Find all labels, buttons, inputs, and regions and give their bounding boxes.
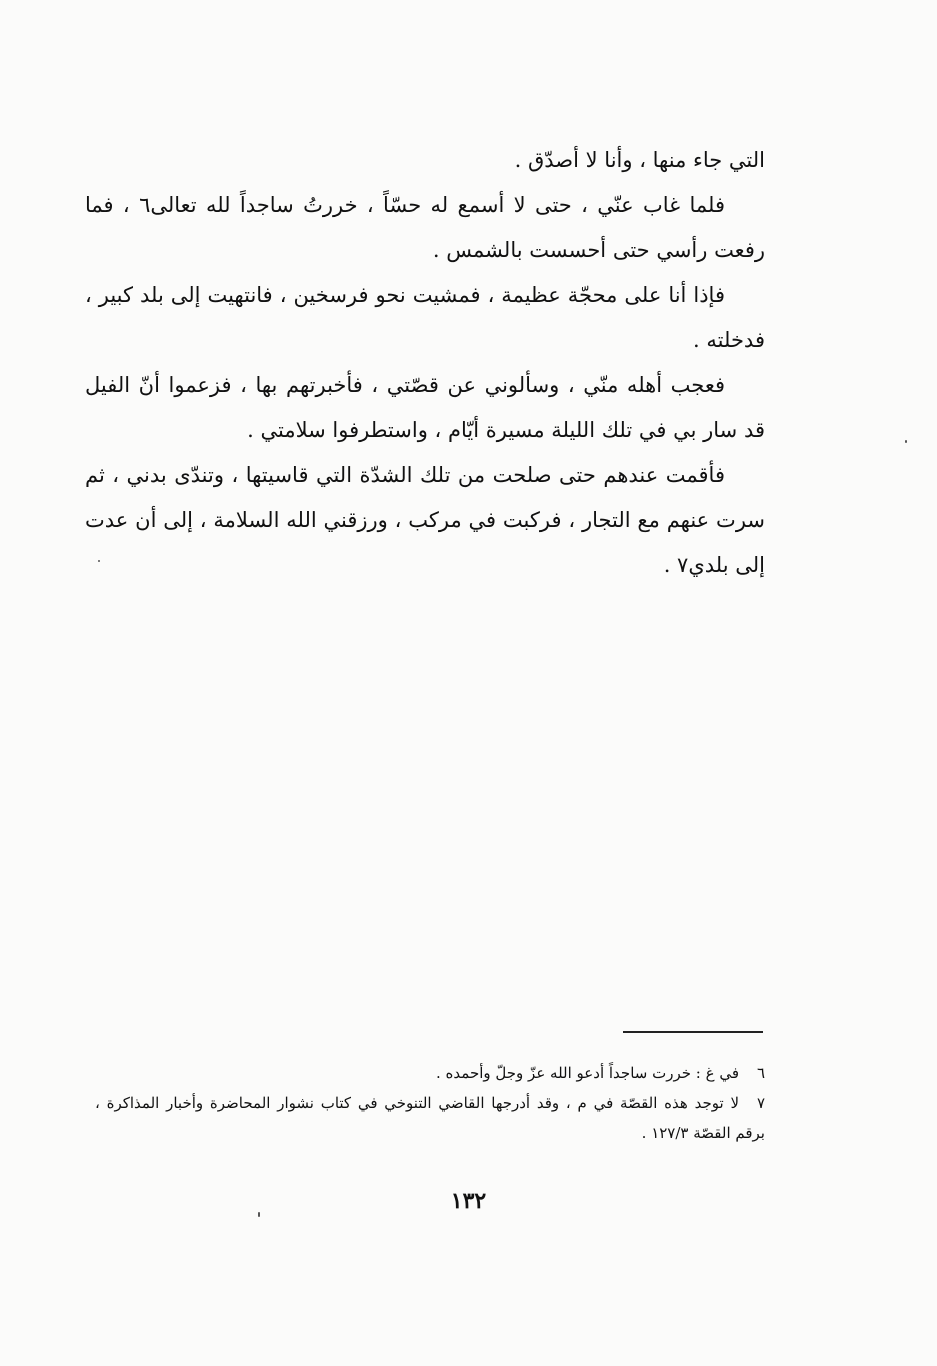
body-paragraph-2 xyxy=(85,183,765,273)
footnote-7 xyxy=(95,1088,765,1148)
scan-speck xyxy=(905,440,907,443)
paragraph-text: فأقمت عندهم حتى صلحت من تلك الشدّة التي قاسيتها ، وتندّى بدني ، ثم سرت عنهم مع التجار ، فركبت في مركب ، ورزقني الله السلامة ، إلى أن عدت إلى بلدي٧ . xyxy=(85,463,765,577)
body-paragraph-5 xyxy=(85,453,765,588)
body-paragraph-1 xyxy=(85,138,765,183)
scan-speck xyxy=(258,1212,260,1217)
page-number: ١٣٢ xyxy=(450,1188,487,1214)
footnote-text: لا توجد هذه القصّة في م ، وقد أدرجها القاضي التنوخي في كتاب نشوار المحاضرة وأخبار المذاكرة ، برقم القصّة ١٢٧/٣ . xyxy=(95,1094,765,1142)
footnote-6 xyxy=(95,1058,765,1088)
scan-speck xyxy=(98,560,100,562)
paragraph-text: فعجب أهله منّي ، وسألوني عن قصّتي ، فأخبرتهم بها ، فزعموا أنّ الفيل قد سار بي في تلك الليلة مسيرة أيّام ، واستطرفوا سلامتي . xyxy=(85,373,765,442)
paragraph-text: التي جاء منها ، وأنا لا أصدّق . xyxy=(514,148,765,172)
body-paragraph-3 xyxy=(85,273,765,363)
paragraph-text: فلما غاب عنّي ، حتى لا أسمع له حسّاً ، خررتُ ساجداً لله تعالى٦ ، فما رفعت رأسي حتى أحسست بالشمس . xyxy=(85,193,765,262)
body-paragraph-4 xyxy=(85,363,765,453)
paragraph-text: فإذا أنا على محجّة عظيمة ، فمشيت نحو فرسخين ، فانتهيت إلى بلد كبير ، فدخلته . xyxy=(85,283,765,352)
footnote-number: ٧ xyxy=(756,1094,765,1112)
footnote-number: ٦ xyxy=(756,1064,765,1082)
footnote-separator xyxy=(623,1031,763,1033)
footnote-text: في غ : خررت ساجداً أدعو الله عزّ وجلّ وأحمده . xyxy=(436,1064,739,1082)
